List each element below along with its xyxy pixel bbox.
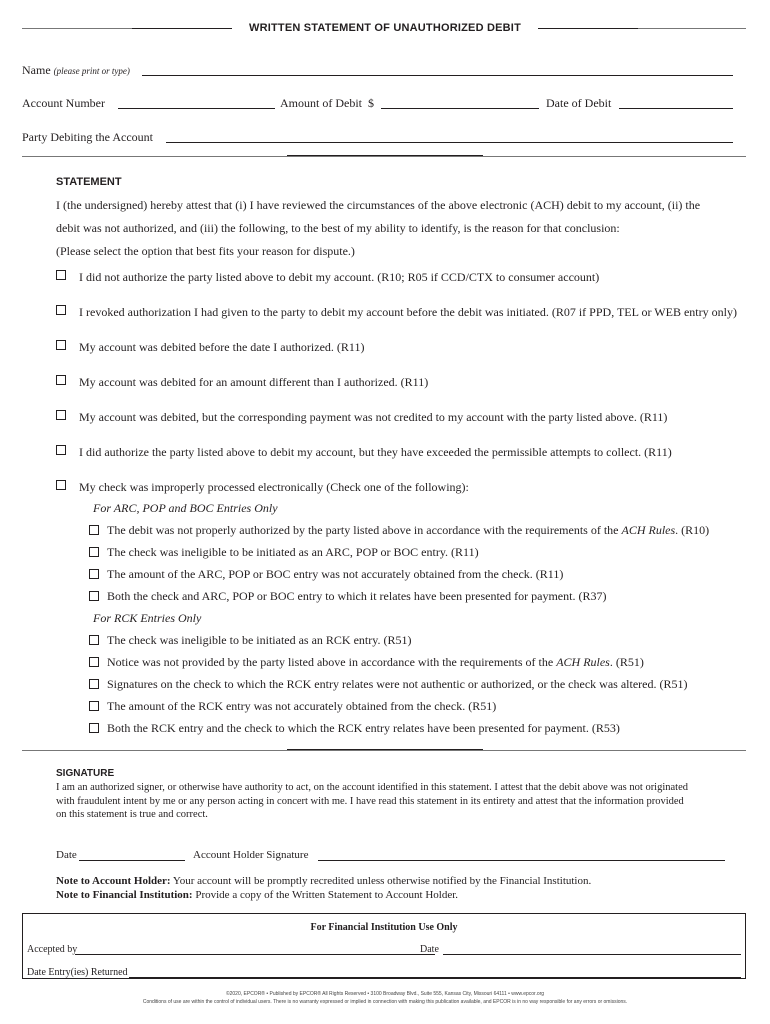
date-entries-returned-input-line[interactable] — [129, 977, 741, 978]
option-label: Signatures on the check to which the RCK entry relates were not authentic or authorized, or the check was altered. (R51) — [107, 677, 688, 691]
statement-instruction: (Please select the option that best fits your reason for dispute.) — [56, 244, 355, 258]
statement-intro-line1: I (the undersigned) hereby attest that (i) I have reviewed the circumstances of the above electronic (ACH) debit to my account, (ii) the — [56, 198, 701, 212]
header-rule-right-accent — [538, 28, 638, 29]
section-divider-accent — [287, 155, 483, 156]
option-different-amount — [56, 375, 428, 390]
checkbox[interactable] — [89, 701, 99, 711]
rck-option-amount-inaccurate — [89, 699, 496, 714]
option-label: The amount of the ARC, POP or BOC entry was not accurately obtained from the check. (R11) — [107, 567, 564, 581]
section-divider — [22, 156, 746, 157]
checkbox[interactable] — [56, 270, 66, 280]
option-label: I revoked authorization I had given to the party to debit my account before the debit was initiated. (R07 if PPD, TEL or WEB entry only) — [79, 305, 737, 319]
signature-divider — [22, 750, 746, 751]
name-label: Name — [22, 63, 51, 77]
option-exceeded-attempts — [56, 445, 672, 460]
date-input-line[interactable] — [79, 860, 185, 861]
checkbox[interactable] — [56, 410, 66, 420]
date-entries-returned-label: Date Entry(ies) Returned — [27, 967, 128, 978]
checkbox[interactable] — [89, 635, 99, 645]
rck-heading: For RCK Entries Only — [93, 611, 202, 625]
option-revoked-authorization — [56, 305, 737, 320]
checkbox[interactable] — [89, 547, 99, 557]
account-number-label: Account Number — [22, 96, 105, 110]
signature-heading: SIGNATURE — [56, 768, 115, 779]
accepted-by-label: Accepted by — [27, 944, 78, 955]
note-account-holder — [56, 874, 591, 889]
account-holder-signature-label: Account Holder Signature — [193, 849, 309, 861]
option-label: The amount of the RCK entry was not accurately obtained from the check. (R51) — [107, 699, 497, 713]
fi-box-title: For Financial Institution Use Only — [310, 922, 458, 933]
checkbox[interactable] — [56, 480, 66, 490]
note-account-holder-label: Note to Account Holder: — [56, 875, 171, 887]
date-label: Date — [56, 849, 77, 861]
party-debiting-label: Party Debiting the Account — [22, 130, 153, 144]
note-financial-institution — [56, 888, 458, 903]
arc-option-not-authorized — [89, 523, 709, 538]
signature-divider-accent — [287, 749, 483, 750]
option-label: Both the check and ARC, POP or BOC entry to which it relates have been presented for payment. (R37) — [107, 589, 607, 603]
amount-label: Amount of Debit — [280, 96, 362, 110]
amount-currency: $ — [368, 96, 374, 110]
option-label: The debit was not properly authorized by the party listed above in accordance with the requirements of the ACH Rules. (R10) — [107, 523, 710, 537]
checkbox[interactable] — [89, 657, 99, 667]
rck-option-signatures-not-authentic — [89, 677, 687, 692]
party-debiting-input-line[interactable] — [166, 142, 733, 143]
financial-institution-box — [22, 913, 746, 979]
account-number-input-line[interactable] — [118, 108, 275, 109]
signature-attestation: I am an authorized signer, or otherwise have authority to act, on the account identified in this statement. I attest that the debit above was not originated with fraudulent intent by me or any person acting in concert with me. I have read this statement in its entirety and attest that the information provided on this statement is true and correct. — [56, 782, 689, 820]
checkbox[interactable] — [89, 591, 99, 601]
name-field-row — [22, 63, 130, 78]
option-not-authorized — [56, 270, 599, 285]
checkbox[interactable] — [56, 340, 66, 350]
statement-heading: STATEMENT — [56, 176, 122, 188]
note-financial-institution-text: Provide a copy of the Written Statement to Account Holder. — [192, 889, 459, 901]
option-debited-before-date — [56, 340, 364, 355]
arc-option-both-presented — [89, 589, 606, 604]
option-label: The check was ineligible to be initiated as an ARC, POP or BOC entry. (R11) — [107, 545, 479, 559]
rck-option-ineligible — [89, 633, 411, 648]
arc-option-amount-inaccurate — [89, 567, 563, 582]
arc-pop-boc-heading: For ARC, POP and BOC Entries Only — [93, 501, 278, 515]
rck-option-notice-not-provided — [89, 655, 644, 670]
option-label: My account was debited, but the corresponding payment was not credited to my account with the party listed above. (R11) — [79, 410, 668, 424]
option-label: Notice was not provided by the party listed above in accordance with the requirements of the ACH Rules. (R51) — [107, 655, 644, 669]
checkbox[interactable] — [89, 723, 99, 733]
option-label: I did authorize the party listed above to debit my account, but they have exceeded the permissible attempts to collect. (R11) — [79, 445, 672, 459]
name-input-line[interactable] — [142, 75, 733, 76]
accepted-by-input-line[interactable] — [75, 954, 435, 955]
footer-copyright: ©2020, EPCOR® • Published by EPCOR® All Rights Reserved • 3100 Broadway Blvd., Suite 555, Kansas City, Missouri 64111 • www.epcor.org — [225, 991, 545, 997]
footer-disclaimer: Conditions of use are within the control of individual users. There is no warranty expressed or implied in connection with making this publication available, and EPCOR is in no way responsible for any errors or omissions. — [142, 999, 628, 1005]
fi-date-input-line[interactable] — [443, 954, 741, 955]
option-label: My account was debited before the date I authorized. (R11) — [79, 340, 365, 354]
option-label: Both the RCK entry and the check to which the RCK entry relates have been presented for payment. (R53) — [107, 721, 620, 735]
form-title: WRITTEN STATEMENT OF UNAUTHORIZED DEBIT — [249, 22, 521, 34]
option-payment-not-credited — [56, 410, 667, 425]
rck-option-both-presented — [89, 721, 620, 736]
arc-option-ineligible — [89, 545, 479, 560]
option-label: The check was ineligible to be initiated as an RCK entry. (R51) — [107, 633, 412, 647]
checkbox[interactable] — [89, 679, 99, 689]
name-hint: (please print or type) — [53, 66, 130, 76]
option-check-improperly-processed — [56, 480, 469, 495]
date-of-debit-label: Date of Debit — [546, 96, 612, 110]
option-label: My check was improperly processed electronically (Check one of the following): — [79, 480, 469, 494]
amount-input-line[interactable] — [381, 108, 539, 109]
date-of-debit-input-line[interactable] — [619, 108, 733, 109]
note-account-holder-text: Your account will be promptly recredited unless otherwise notified by the Financial Institution. — [170, 875, 592, 887]
option-label: I did not authorize the party listed above to debit my account. (R10; R05 if CCD/CTX to consumer account) — [79, 270, 600, 284]
option-label: My account was debited for an amount different than I authorized. (R11) — [79, 375, 429, 389]
fi-date-label: Date — [420, 944, 439, 955]
note-financial-institution-label: Note to Financial Institution: — [56, 889, 193, 901]
checkbox[interactable] — [56, 445, 66, 455]
amount-field — [280, 96, 374, 111]
checkbox[interactable] — [56, 375, 66, 385]
checkbox[interactable] — [56, 305, 66, 315]
checkbox[interactable] — [89, 525, 99, 535]
statement-intro-line2: debit was not authorized, and (iii) the following, to the best of my ability to identify, is the reason for that conclusion: — [56, 221, 620, 235]
signature-input-line[interactable] — [318, 860, 725, 861]
checkbox[interactable] — [89, 569, 99, 579]
